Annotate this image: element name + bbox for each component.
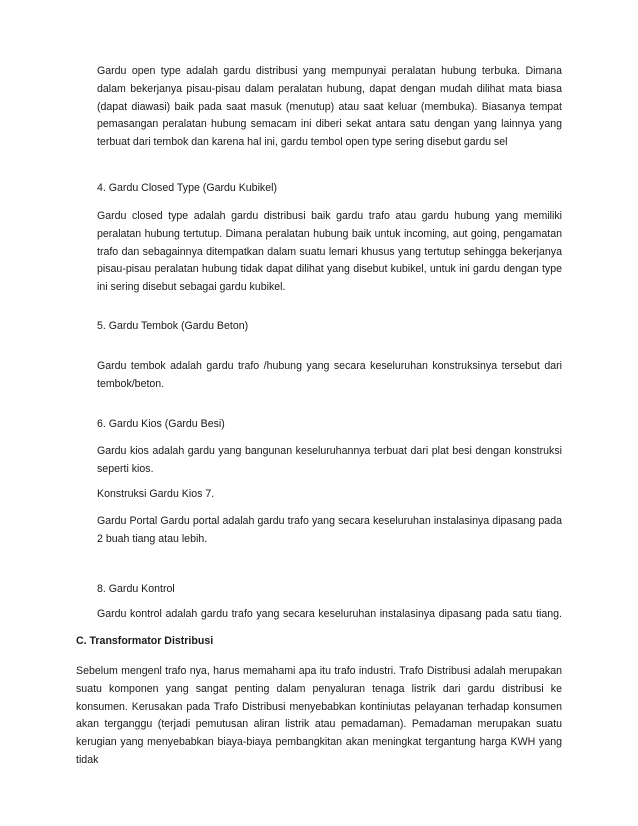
paragraph-gardu-kios: Gardu kios adalah gardu yang bangunan keseluruhannya terbuat dari plat besi dengan konstruksi seperti kios. [97,445,562,475]
paragraph-konstruksi: Konstruksi Gardu Kios 7. [97,488,215,500]
heading-closed-type: 4. Gardu Closed Type (Gardu Kubikel) [97,182,277,194]
paragraph-transformator: Sebelum mengenl trafo nya, harus memahami apa itu trafo industri. Trafo Distribusi adalah merupakan suatu komponen yang sangat penting dalam penyaluran tenaga listrik dari gardu distribusi ke konsumen. Kerusakan pada Trafo Distribusi menyebabkan kontiniutas pelayanan terhadap konsumen akan terganggu (terjadi pemutusan aliran listrik atau pemadaman). Pemadaman merupakan suatu kerugian yang menyebabkan biaya-biaya pembangkitan akan meningkat tergantung harga KWH yang tidak [76,665,562,766]
paragraph-gardu-tembok: Gardu tembok adalah gardu trafo /hubung yang secara keseluruhan konstruksinya tersebut dari tembok/beton. [97,360,562,390]
paragraph-open-type: Gardu open type adalah gardu distribusi yang mempunyai peralatan hubung terbuka. Dimana dalam bekerjanya pisau-pisau dalam peralatan hubung, dapat dengan mudah dilihat mata biasa (dapat diawasi) baik pada saat masuk (menutup) atau saat keluar (membuka). Biasanya tempat pemasangan peralatan hubung semacam ini diberi sekat antara satu dengan yang lainnya yang terbuat dari tembok dan karena hal ini, gardu tembol open type sering disebut gardu sel [97,65,562,149]
paragraph-closed-type: Gardu closed type adalah gardu distribusi baik gardu trafo atau gardu hubung yang memiliki peralatan hubung tertutup. Dimana peralatan hubung baik untuk incoming, aut going, pengamatan trafo dan sebagainnya ditempatkan dalam suatu lemari khusus yang tertutup sehingga bekerjanya pisau-pisau peralatan hubung tidak dapat dilihat yang disebut kubikel, untuk ini gardu dengan type ini sering disebut sebagai gardu kubikel. [97,210,562,294]
paragraph-gardu-kontrol: Gardu kontrol adalah gardu trafo yang secara keseluruhan instalasinya dipasang pada satu tiang. [97,608,562,620]
heading-gardu-tembok: 5. Gardu Tembok (Gardu Beton) [97,320,249,332]
paragraph-gardu-portal: Gardu Portal Gardu portal adalah gardu trafo yang secara keseluruhan instalasinya dipasang pada 2 buah tiang atau lebih. [97,515,562,545]
heading-gardu-kontrol: 8. Gardu Kontrol [97,583,175,595]
heading-gardu-kios: 6. Gardu Kios (Gardu Besi) [97,418,225,430]
heading-section-c: C. Transformator Distribusi [76,635,214,647]
